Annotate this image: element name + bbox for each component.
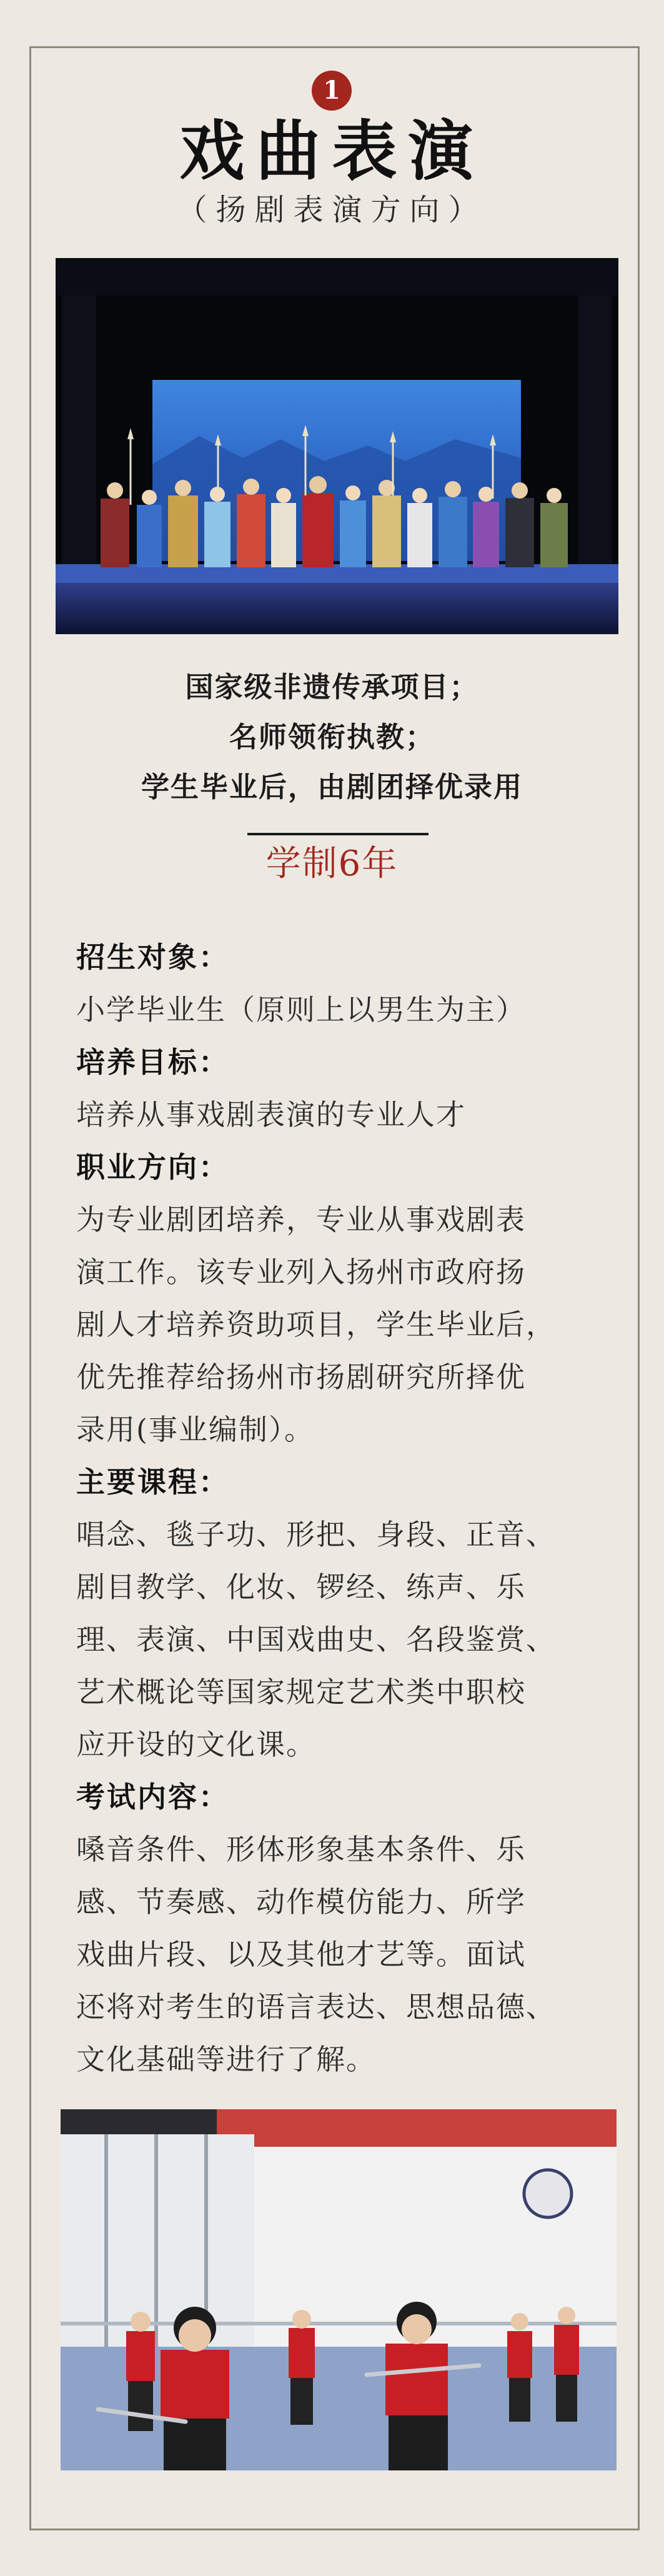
section-text-line: 为专业剧团培养，专业从事戏剧表 — [76, 1203, 526, 1236]
page-title: 戏曲表演 — [179, 112, 485, 189]
section-text-line: 还将对考生的语言表达、思想品德、 — [76, 1990, 556, 2024]
section-career-direction — [76, 1141, 605, 1456]
study-duration: 学制6年 — [265, 843, 399, 884]
highlight-line: 名师领衔执教； — [229, 720, 435, 753]
section-text-line: 录用(事业编制）。 — [76, 1413, 314, 1446]
section-main-courses — [76, 1456, 605, 1771]
section-text-line: 演工作。该专业列入扬州市政府扬 — [76, 1255, 526, 1289]
section-label: 培养目标： — [76, 1045, 229, 1079]
section-label: 招生对象： — [76, 940, 229, 974]
training-photo — [61, 2109, 617, 2470]
divider — [247, 833, 429, 835]
section-text-line: 艺术概论等国家规定艺术类中职校 — [76, 1675, 526, 1709]
section-training-goal — [76, 1036, 605, 1141]
section-text-line: 戏曲片段、以及其他才艺等。面试 — [76, 1937, 526, 1971]
section-exam-content — [76, 1771, 605, 2086]
section-text-line: 优先推荐给扬州市扬剧研究所择优 — [76, 1360, 526, 1394]
program-highlights — [0, 662, 664, 812]
stage-performance-photo — [56, 258, 618, 634]
highlight-line: 国家级非遗传承项目； — [185, 670, 479, 704]
section-text-line: 小学毕业生（原则上以男生为主） — [76, 993, 526, 1027]
highlight-line: 学生毕业后，由剧团择优录用 — [141, 770, 523, 803]
page-subtitle: （扬剧表演方向） — [177, 192, 487, 227]
section-number-badge: 1 — [312, 71, 352, 111]
section-text-line: 理、表演、中国戏曲史、名段鉴赏、 — [76, 1623, 556, 1656]
program-details — [76, 931, 605, 2086]
section-text-line: 培养从事戏剧表演的专业人才 — [76, 1098, 466, 1131]
section-text-line: 嗓音条件、形体形象基本条件、乐 — [76, 1833, 526, 1866]
section-text-line: 剧目教学、化妆、锣经、练声、乐 — [76, 1570, 526, 1604]
section-text-line: 应开设的文化课。 — [76, 1728, 316, 1761]
section-text-line: 感、节奏感、动作模仿能力、所学 — [76, 1885, 526, 1919]
section-label: 考试内容： — [76, 1780, 229, 1814]
section-label: 职业方向： — [76, 1150, 229, 1184]
section-text-line: 唱念、毯子功、形把、身段、正音、 — [76, 1518, 556, 1551]
section-label: 主要课程： — [76, 1465, 229, 1499]
section-text-line: 剧人才培养资助项目，学生毕业后， — [76, 1308, 556, 1341]
section-text-line: 文化基础等进行了解。 — [76, 2042, 376, 2076]
section-admission-target — [76, 931, 605, 1036]
